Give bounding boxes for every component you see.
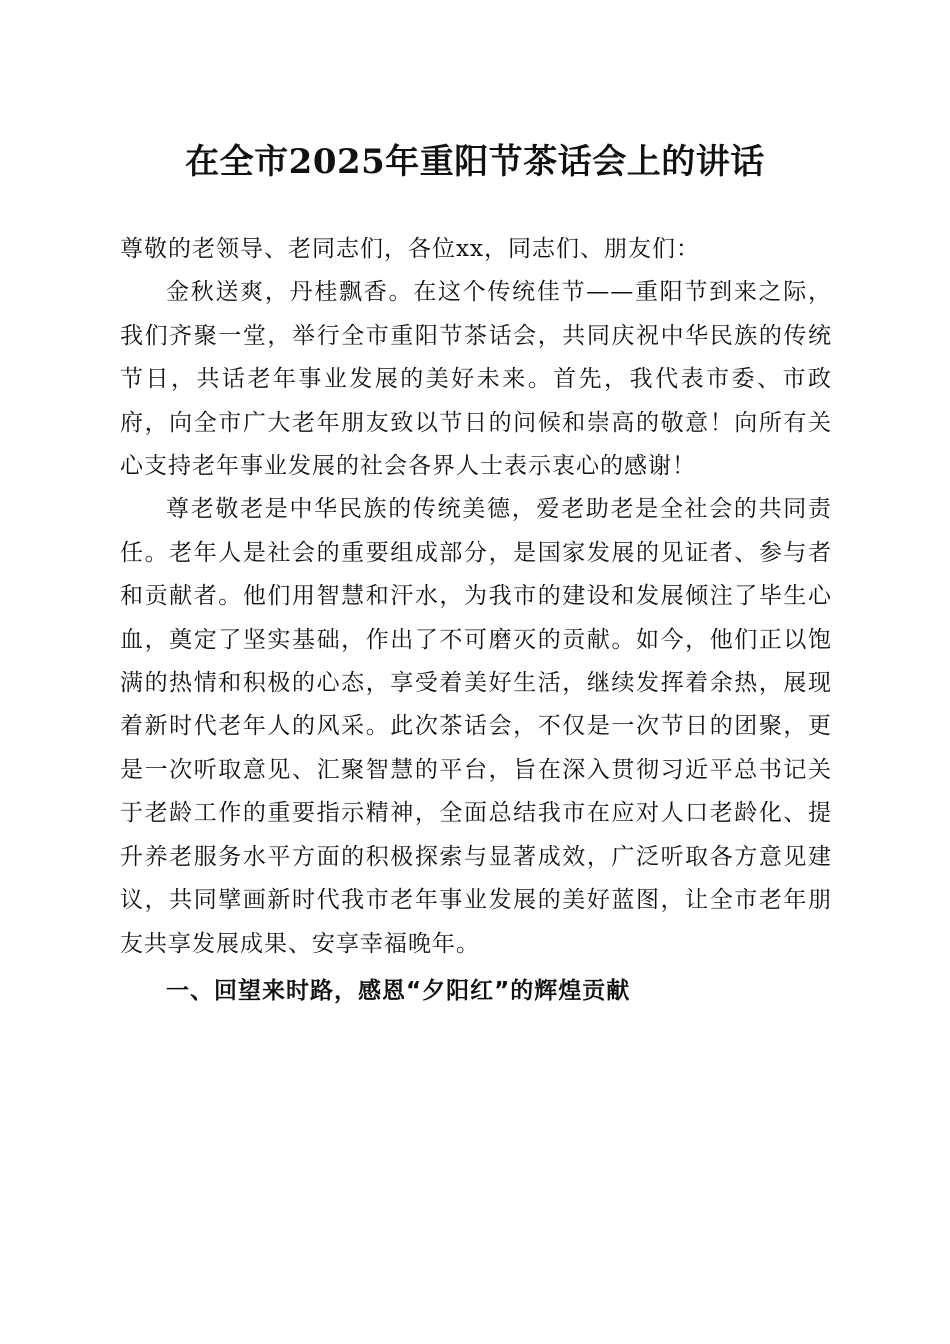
salutation: 尊敬的老领导、老同志们，各位xx，同志们、朋友们： — [120, 236, 700, 262]
section-heading-1: 一、回望来时路，感恩“夕阳红”的辉煌贡献 — [166, 977, 631, 1004]
document-title: 在全市2025年重阳节茶话会上的讲话 — [185, 142, 765, 182]
paragraph-respect-elders: 尊老敬老是中华民族的传统美德，爱老助老是全社会的共同责任。老年人是社会的重要组成部分，是国家发展的见证者、参与者和贡献者。他们用智慧和汗水，为我市的建设和发展倾注了毕生心血，奠定了坚实基础，作出了不可磨灭的贡献。如今，他们正以饱满的热情和积极的心态，享受着美好生活，继续发挥着余热，展现着新时代老年人的风采。此次茶话会，不仅是一次节日的团聚，更是一次听取意见、汇聚智慧的平台，旨在深入贯彻习近平总书记关于老龄工作的重要指示精神，全面总结我市在应对人口老龄化、提升养老服务水平方面的积极探索与显著成效，广泛听取各方意见建议，共同擘画新时代我市老年事业发展的美好蓝图，让全市老年朋友共享发展成果、安享幸福晚年。 — [120, 496, 832, 957]
paragraph-opening: 金秋送爽，丹桂飘香。在这个传统佳节——重阳节到来之际，我们齐聚一堂，举行全市重阳节茶话会，共同庆祝中华民族的传统节日，共话老年事业发展的美好未来。首先，我代表市委、市政府，向全市广大老年朋友致以节日的问候和崇高的敬意！向所有关心支持老年事业发展的社会各界人士表示衷心的感谢！ — [120, 279, 832, 480]
document-body — [120, 228, 832, 1013]
